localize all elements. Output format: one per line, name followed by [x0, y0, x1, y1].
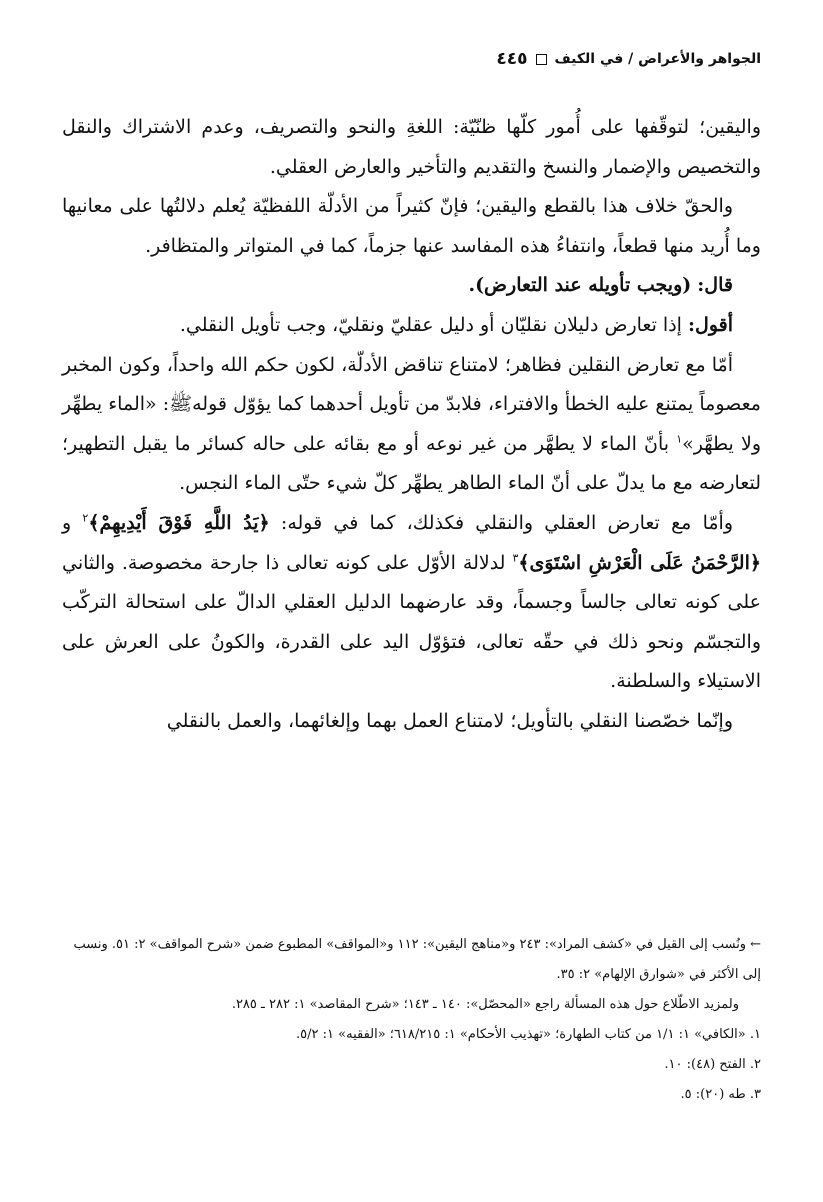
quran-verse: ﴿يَدُ اللَّهِ فَوْقَ أَيْدِيهِمْ﴾: [88, 511, 270, 534]
paragraph-label: قال:: [697, 274, 733, 297]
honorific-glyph: ﷺ: [169, 393, 193, 416]
running-header-title: الجواهر والأعراض / في الكيف: [554, 51, 761, 67]
paragraph: [62, 702, 761, 742]
paragraph-text: و: [62, 511, 83, 534]
paragraph-text: إذا تعارض دليلان نقليّان أو دليل عقليّ ونقليّ، وجب تأويل النقلي.: [179, 313, 682, 336]
footnote-ref: ٣: [512, 551, 519, 565]
paragraph-text: وإنّما خصّصنا النقلي بالتأويل؛ لامتناع العمل بهما وإلغائهما، والعمل بالنقلي: [166, 709, 733, 732]
footnote: [62, 1080, 761, 1110]
paragraph-text: بأنّ الماء لا يطهَّر من غير نوعه أو مع بقائه على حاله كسائر ما يقبل التطهير؛ لتعارضه مع ما يدلّ على أنّ الماء الطاهر يطهِّر كلّ شيء حتّى الماء النجس.: [62, 432, 761, 495]
footnote-text: ٣. طه (٢٠): ٥.: [680, 1087, 761, 1102]
footnote-ref: ٢: [82, 511, 89, 525]
paragraph-label: أقول:: [688, 313, 733, 336]
footnote: [62, 1020, 761, 1050]
footnote-text: ولمزيد الاطّلاع حول هذه المسألة راجع «المحصّل»: ١٤٠ ـ ١٤٣؛ «شرح المقاصد» ١: ٢٨٢ ـ ٢٨٥.: [231, 997, 739, 1012]
footnotes: [62, 930, 761, 1110]
paragraph-text: واليقين؛ لتوقّفها على أُمور كلّها ظنّيّة: اللغةِ والنحو والتصريف، وعدم الاشتراك والنقل والتخصيص والإضمار والنسخ والتقديم والتأخير والعارض العقلي.: [62, 116, 761, 178]
paragraph: [62, 306, 761, 346]
running-header: [62, 48, 761, 70]
paragraph: [62, 187, 761, 266]
footnote-ref: ١: [676, 432, 683, 446]
main-text: [62, 108, 761, 742]
paragraph-text: لدلالة الأوّل على كونه تعالى ذا جارحة مخصوصة. والثاني على كونه تعالى جالساً وجسماً، وقد عارضهما الدليل العقلي الدالّ على استحالة التركّب والتجسّم ونحو ذلك في حقّه تعالى، فتؤوّل اليد على القدرة، والكونُ على العرش على الاستيلاء والسلطنة.: [62, 551, 761, 693]
paragraph-text: أمّا مع تعارض النقلين فظاهر؛ لامتناع تناقض الأدلّة، لكون حكم الله واحداً، وكون المخبر معصوماً يمتنع عليه الخطأ والافتراء، فلابدّ من تأويل أحدهما كما يؤوّل قوله: [62, 353, 761, 416]
page-number: ٤٤٥: [496, 49, 528, 69]
footnote: [62, 930, 761, 990]
paragraph: [62, 266, 761, 306]
quran-verse: ﴿الرَّحْمَنُ عَلَى الْعَرْشِ اسْتَوَى﴾: [518, 551, 761, 574]
paragraph: [62, 346, 761, 504]
footnote-text: ١. «الكافي» ١: ١/١ من كتاب الطهارة؛ «تهذيب الأحكام» ١: ٦١٨/٢١٥؛ «الفقيه» ١: ٥/٢.: [296, 1027, 761, 1042]
paragraph-text: والحقّ خلاف هذا بالقطع واليقين؛ فإنّ كثيراً من الأدلّة اللفظيّة يُعلم دلالتُها على معانيها وما أُريد منها قطعاً، وانتفاءُ هذه المفاسد عنها جزماً، كما في المتواتر والمتظافر.: [62, 195, 761, 257]
arrow-left-icon: ←: [750, 937, 761, 952]
footnote: [62, 1050, 761, 1080]
paragraph-text: (ويجب تأويله عند التعارض).: [468, 274, 692, 297]
square-separator-icon: [536, 54, 547, 65]
footnote: [62, 990, 761, 1020]
paragraph-text: : «الماء يطهِّر ولا يطهَّر»: [62, 393, 761, 455]
footnote-text: ٢. الفتح (٤٨): ١٠.: [664, 1057, 761, 1072]
paragraph: [62, 108, 761, 187]
footnote-text: ونُسب إلى القيل في «كشف المراد»: ٢٤٣ و«مناهج اليقين»: ١١٢ و«المواقف» المطبوع ضمن «شرح المواقف» ٢: ٥١. ونسب إلى الأكثر في «شوارق الإلهام» ٢: ٣٥.: [73, 937, 761, 982]
paragraph: [62, 504, 761, 702]
paragraph-text: وأمّا مع تعارض العقلي والنقلي فكذلك، كما في قوله:: [269, 511, 734, 534]
